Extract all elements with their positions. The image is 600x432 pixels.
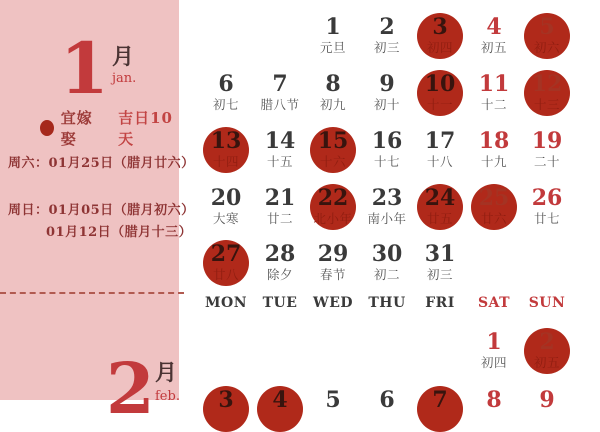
lunar-label: 初九 (319, 97, 346, 112)
february-abbr: feb. (155, 389, 180, 404)
date-number: 27 (210, 241, 242, 267)
date-number: 5 (325, 387, 341, 413)
lunar-label: 十五 (266, 154, 293, 169)
date-number: 28 (264, 241, 296, 267)
date-number: 1 (325, 14, 341, 40)
february-month-char: 月 (155, 360, 178, 386)
date-number: 1 (486, 329, 502, 355)
date-number: 15 (317, 128, 349, 154)
lunar-label: 元旦 (319, 40, 346, 55)
lunar-label: 十二 (480, 97, 507, 112)
lunar-label: 十三 (533, 97, 560, 112)
weekday-header-fri: FRI (425, 295, 455, 311)
lunar-label: 春节 (319, 267, 346, 282)
lunar-label: 除夕 (266, 267, 293, 282)
date-number: 6 (218, 71, 234, 97)
lunar-label: 十六 (319, 154, 346, 169)
lunar-label: 十七 (373, 154, 400, 169)
date-cell-jan-12[interactable] (513, 72, 581, 112)
lunar-label: 北小年 (313, 211, 353, 226)
date-number: 13 (210, 128, 242, 154)
lunar-label: 初二 (373, 267, 400, 282)
date-cell-jan-26[interactable] (513, 186, 581, 226)
date-number: 31 (424, 241, 456, 267)
date-number: 9 (379, 71, 395, 97)
date-number: 3 (432, 14, 448, 40)
date-number: 16 (371, 128, 403, 154)
weekday-header-thu: THU (368, 295, 406, 311)
date-number: 22 (317, 185, 349, 211)
january-month-char: 月 (112, 44, 135, 70)
date-number: 10 (424, 71, 456, 97)
lunar-label: 初六 (533, 40, 560, 55)
date-cell-jan-5[interactable] (513, 15, 581, 55)
weekday-header-tue: TUE (262, 295, 298, 311)
date-number: 3 (218, 387, 234, 413)
note-title: 宜嫁娶 (60, 109, 93, 148)
lunar-label: 廿七 (533, 211, 560, 226)
lunar-label: 十一 (426, 97, 453, 112)
date-number: 8 (325, 71, 341, 97)
weekday-header-sun: SUN (528, 295, 566, 311)
date-cell-feb-9[interactable] (513, 388, 581, 412)
date-number: 23 (371, 185, 403, 211)
date-number: 17 (424, 128, 456, 154)
date-number: 29 (317, 241, 349, 267)
date-number: 25 (478, 185, 510, 211)
date-number: 11 (478, 71, 510, 97)
date-number: 12 (531, 71, 563, 97)
lunar-label: 初四 (426, 40, 453, 55)
lunar-label: 初十 (373, 97, 400, 112)
date-number: 4 (486, 14, 502, 40)
lunar-label: 十八 (426, 154, 453, 169)
note-subtitle: 吉日10天 (118, 109, 173, 148)
date-number: 21 (264, 185, 296, 211)
lunar-label: 初三 (373, 40, 400, 55)
lunar-label: 腊八节 (260, 97, 300, 112)
lunar-label: 廿二 (266, 211, 293, 226)
sunday-dates-line1: 周日：01月05日（腊月初六） (8, 203, 195, 218)
date-number: 14 (264, 128, 296, 154)
lunar-label: 十九 (480, 154, 507, 169)
date-cell-jan-31[interactable] (406, 242, 474, 282)
date-number: 2 (379, 14, 395, 40)
lunar-label: 大寒 (212, 211, 239, 226)
january-abbr: jan. (112, 71, 137, 86)
saturday-dates-line: 周六：01月25日（腊月廿六） (8, 156, 195, 171)
date-number: 8 (486, 387, 502, 413)
date-number: 4 (272, 387, 288, 413)
lunar-label: 初七 (212, 97, 239, 112)
date-number: 19 (531, 128, 563, 154)
lunar-label: 初四 (480, 355, 507, 370)
february-number: 2 (106, 347, 155, 430)
january-number: 1 (60, 27, 109, 110)
lunar-label: 初三 (426, 267, 453, 282)
lunar-label: 南小年 (367, 211, 407, 226)
date-number: 9 (539, 387, 555, 413)
date-number: 6 (379, 387, 395, 413)
date-number: 2 (539, 329, 555, 355)
lunar-label: 十四 (212, 154, 239, 169)
weekday-header-mon: MON (205, 295, 247, 311)
lunar-label: 初五 (533, 355, 560, 370)
date-cell-feb-2[interactable] (513, 330, 581, 370)
date-number: 20 (210, 185, 242, 211)
lunar-label: 初五 (480, 40, 507, 55)
lunar-label: 廿六 (480, 211, 507, 226)
date-number: 30 (371, 241, 403, 267)
date-cell-jan-19[interactable] (513, 129, 581, 169)
sunday-dates-line2: 01月12日（腊月十三） (46, 225, 193, 240)
date-number: 26 (531, 185, 563, 211)
weekday-header-sat: SAT (477, 295, 511, 311)
weekday-header-wed: WED (312, 295, 354, 311)
lunar-label: 二十 (533, 154, 560, 169)
date-number: 7 (272, 71, 288, 97)
date-number: 24 (424, 185, 456, 211)
date-number: 5 (539, 14, 555, 40)
date-number: 7 (432, 387, 448, 413)
lunar-label: 廿五 (426, 211, 453, 226)
lunar-label: 廿八 (212, 267, 239, 282)
date-number: 18 (478, 128, 510, 154)
